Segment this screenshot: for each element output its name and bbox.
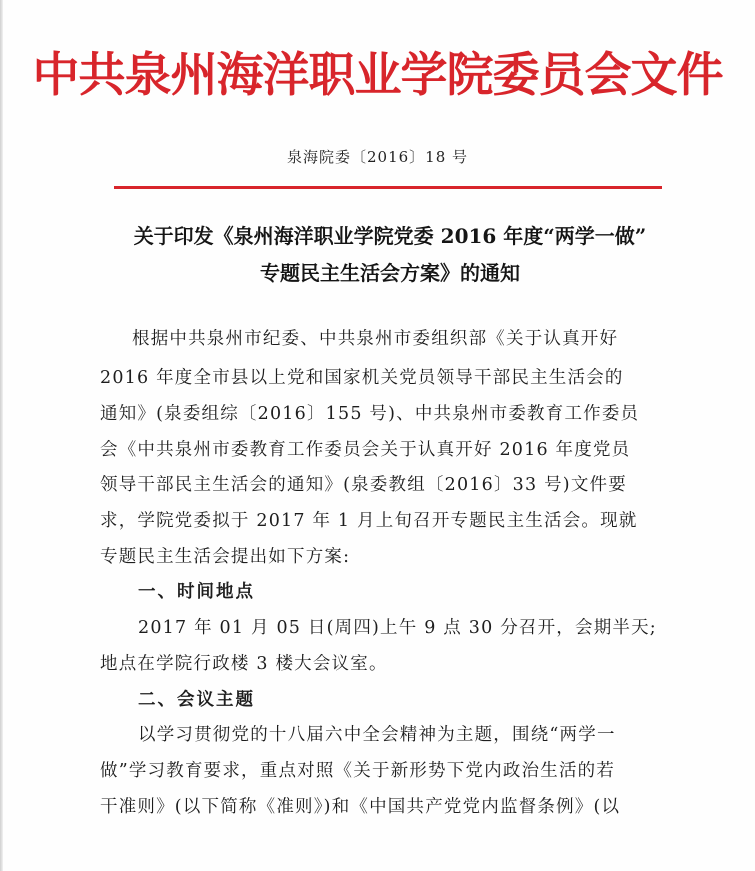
body-line: 地点在学院行政楼 3 楼大会议室。 [100, 654, 388, 674]
document-masthead: 中共泉州海洋职业学院委员会文件 [32, 48, 723, 103]
red-divider-line [114, 186, 662, 189]
body-line: 2016 年度全市县以上党和国家机关党员领导干部民主生活会的 [100, 368, 624, 388]
body-line: 通知》(泉委组综〔2016〕155 号)、中共泉州市委教育工作委员 [100, 404, 640, 424]
body-line: 做”学习教育要求，重点对照《关于新形势下党内政治生活的若 [100, 761, 616, 781]
body-line: 干准则》(以下简称《准则》)和《中国共产党党内监督条例》(以 [100, 797, 621, 817]
document-number: 泉海院委〔2016〕18 号 [286, 148, 469, 166]
body-line: 领导干部民主生活会的通知》(泉委教组〔2016〕33 号)文件要 [100, 475, 627, 495]
body-line: 求，学院党委拟于 2017 年 1 月上旬召开专题民主生活会。现就 [100, 511, 638, 531]
page-edge-shadow [0, 0, 3, 871]
section-heading-time-location: 一、时间地点 [138, 582, 255, 602]
body-line: 专题民主生活会提出如下方案: [100, 547, 351, 567]
section-heading-meeting-theme: 二、会议主题 [138, 690, 255, 710]
body-line: 2017 年 01 月 05 日(周四)上午 9 点 30 分召开，会期半天; [138, 618, 657, 638]
body-line: 以学习贯彻党的十八届六中全会精神为主题，围绕“两学一 [138, 725, 616, 745]
body-line: 根据中共泉州市纪委、中共泉州市委组织部《关于认真开好 [132, 329, 619, 349]
document-title-line-1: 关于印发《泉州海洋职业学院党委 2016 年度“两学一做” [133, 224, 647, 248]
body-line: 会《中共泉州市委教育工作委员会关于认真开好 2016 年度党员 [100, 440, 631, 460]
document-title-line-2: 专题民主生活会方案》的通知 [260, 261, 520, 285]
